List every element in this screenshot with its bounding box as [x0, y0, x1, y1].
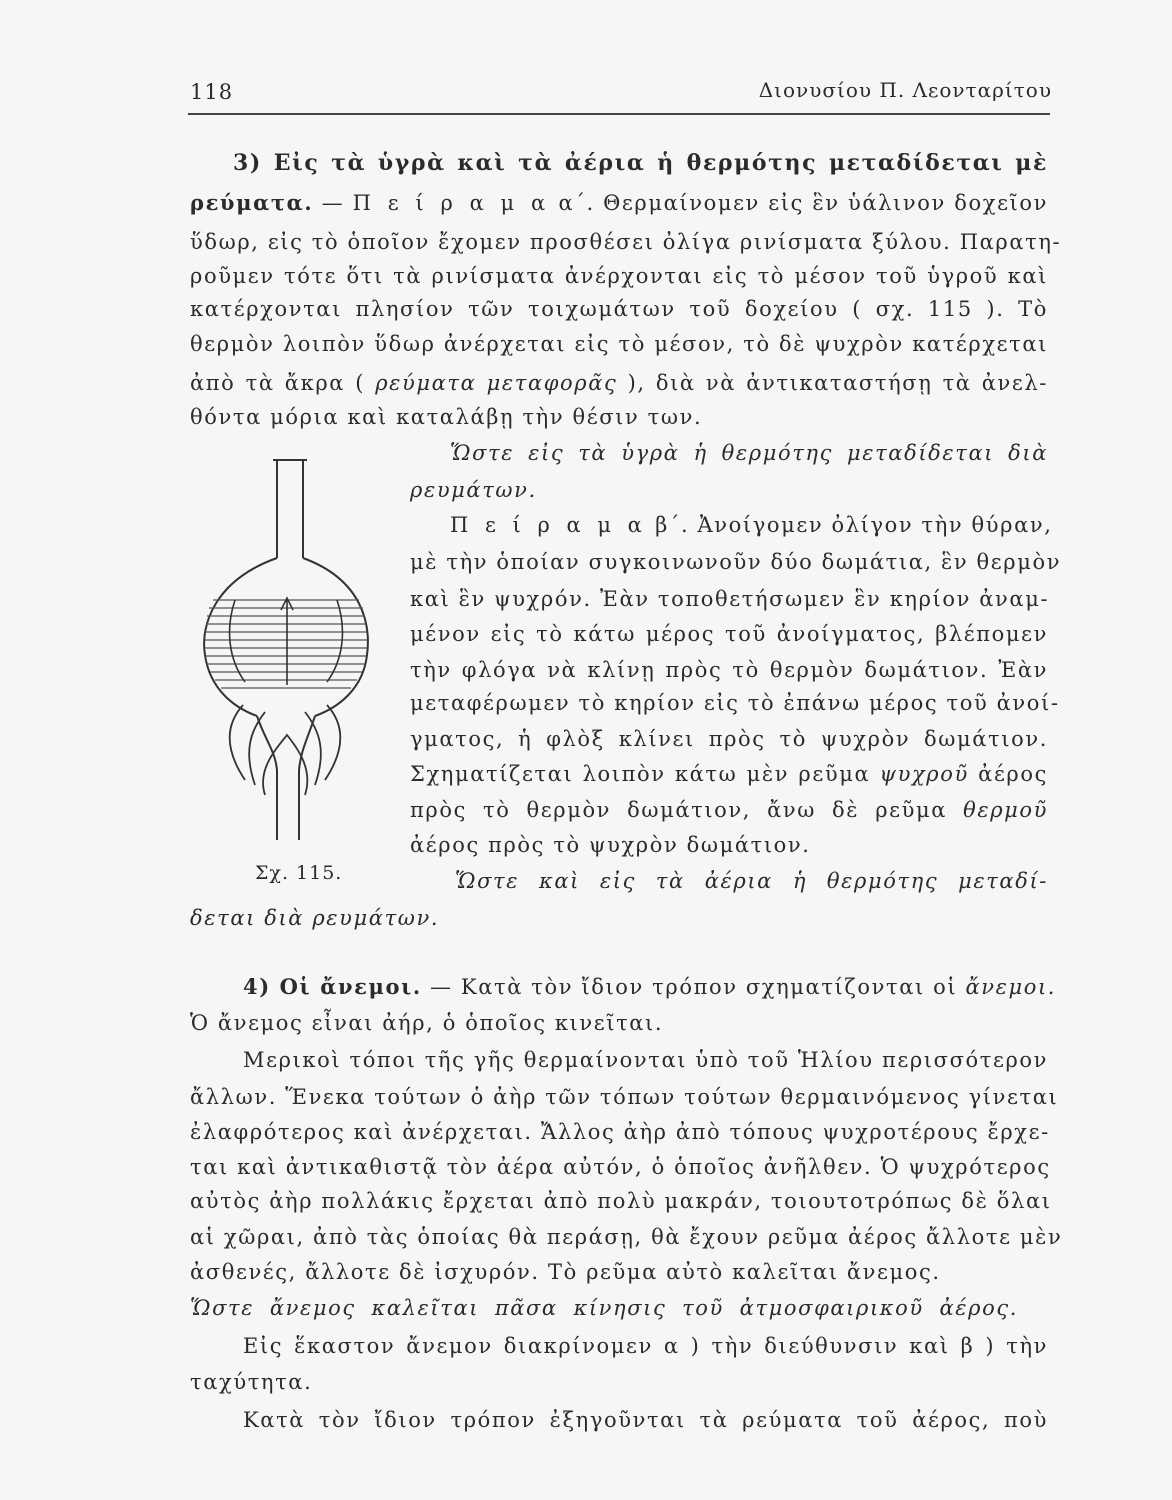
page-number: 118: [190, 80, 234, 104]
section-4-heading-line: 4) Οἱ ἄνεμοι. — Κατὰ τὸν ἴδιον τρόπον σχηματίζονται οἱ ἄνεμοι.: [243, 974, 1057, 999]
text-line: ὕδωρ, εἰς τὸ ὁποῖον ἔχομεν προσθέσει ὀλίγα ρινίσματα ξύλου. Παρατη-: [190, 230, 1062, 254]
section-3-heading-end: ρεύματα.: [190, 190, 314, 215]
text-line: μεταφέρωμεν τὸ κηρίον εἰς τὸ ἐπάνω μέρος τοῦ ἀνοί-: [410, 691, 1060, 715]
text-line: ἐλαφρότερος καὶ ἀνέρχεται. Ἄλλος ἀὴρ ἀπὸ τόπους ψυχροτέρους ἔρχε-: [190, 1120, 1050, 1144]
experiment-a-label: Π ε ί ρ α μ α: [352, 191, 551, 215]
conclusion-gases-end: δεται διὰ ρευμάτων.: [190, 906, 440, 930]
text-line: ἀσθενές, ἄλλοτε δὲ ἰσχυρόν. Τὸ ρεῦμα αὐτὸ καλεῖται ἄνεμος.: [190, 1260, 941, 1284]
text-line: καὶ ἓν ψυχρόν. Ἐὰν τοποθετήσωμεν ἓν κηρίον ἀναμ-: [410, 587, 1050, 611]
text-line: τὴν φλόγα νὰ κλίνῃ πρὸς τὸ θερμὸν δωμάτιον. Ἐὰν: [410, 658, 1048, 682]
conclusion-liquids: Ὥστε εἰς τὰ ὑγρὰ ἡ θερμότης μεταδίδεται διὰ: [450, 441, 1048, 465]
flask-illustration: [195, 450, 375, 865]
text-line: Π ε ί ρ α μ α β΄. Ἀνοίγομεν ὀλίγον τὴν θύραν,: [450, 513, 1053, 537]
text-line: ται καὶ ἀντικαθιστᾷ τὸν ἀέρα αὐτόν, ὁ ὁποῖος ἀνῆλθεν. Ὁ ψυχρότερος: [190, 1155, 1051, 1179]
text-line: ταχύτητα.: [190, 1370, 313, 1394]
text-line: αἱ χῶραι, ἀπὸ τὰς ὁποίας θὰ περάσῃ, θὰ ἔχουν ρεῦμα ἀέρος ἄλλοτε μὲν: [190, 1225, 1063, 1249]
text-line: μένον εἰς τὸ κάτω μέρος τοῦ ἀνοίγματος, βλέπομεν: [410, 622, 1048, 646]
figure-caption: Σχ. 115.: [255, 862, 343, 884]
text-line: ἀέρος πρὸς τὸ ψυχρὸν δωμάτιον.: [410, 833, 811, 857]
text-line: θερμὸν λοιπὸν ὕδωρ ἀνέρχεται εἰς τὸ μέσον, τὸ δὲ ψυχρὸν κατέρχεται: [190, 332, 1048, 356]
wind-definition: Ὥστε ἄνεμος καλεῖται πᾶσα κίνησις τοῦ ἀτμοσφαιρικοῦ ἀέρος.: [190, 1296, 1018, 1320]
conclusion-gases: Ὥστε καὶ εἰς τὰ ἀέρια ἡ θερμότης μεταδί-: [455, 869, 1048, 893]
text-line: ρεύματα. — Π ε ί ρ α μ α α΄. Θερμαίνομεν εἰς ἓν ὑάλινον δοχεῖον: [190, 190, 1048, 215]
text-line: ἀπὸ τὰ ἄκρα ( ρεύματα μεταφορᾶς ), διὰ νὰ ἀντικαταστήσῃ τὰ ἀνελ-: [190, 371, 1048, 395]
section-3-heading: 3) Εἰς τὰ ὑγρὰ καὶ τὰ ἀέρια ἡ θερμότης μεταδίδεται μὲ: [233, 150, 1048, 176]
text-line: πρὸς τὸ θερμὸν δωμάτιον, ἄνω δὲ ρεῦμα θερμοῦ: [410, 798, 1048, 822]
text-line: Ὁ ἄνεμος εἶναι ἀήρ, ὁ ὁποῖος κινεῖται.: [190, 1011, 664, 1035]
text-line: Εἰς ἕκαστον ἄνεμον διακρίνομεν α ) τὴν διεύθυνσιν καὶ β ) τὴν: [243, 1334, 1048, 1358]
running-header-author: Διονυσίου Π. Λεονταρίτου: [758, 78, 1052, 102]
experiment-b-label: Π ε ί ρ α μ α: [450, 513, 647, 537]
section-4-heading: 4) Οἱ ἄνεμοι.: [243, 974, 422, 999]
text-line: κατέρχονται πλησίον τῶν τοιχωμάτων τοῦ δοχείου ( σχ. 115 ). Τὸ: [190, 297, 1048, 321]
text-line: αὐτὸς ἀὴρ πολλάκις ἔρχεται ἀπὸ πολὺ μακράν, τοιουτοτρόπως δὲ ὅλαι: [190, 1189, 1052, 1213]
text-line: Κατὰ τὸν ἴδιον τρόπον ἐξηγοῦνται τὰ ρεύματα τοῦ ἀέρος, ποὺ: [243, 1408, 1048, 1432]
text-line: Μερικοὶ τόποι τῆς γῆς θερμαίνονται ὑπὸ τοῦ Ἡλίου περισσότερον: [243, 1048, 1048, 1072]
text-line: Σχηματίζεται λοιπὸν κάτω μὲν ρεῦμα ψυχροῦ ἀέρος: [410, 762, 1048, 786]
text-line: γματος, ἡ φλὸξ κλίνει πρὸς τὸ ψυχρὸν δωμάτιον.: [410, 727, 1048, 751]
text-line: θόντα μόρια καὶ καταλάβῃ τὴν θέσιν των.: [190, 405, 703, 429]
header-rule: [188, 113, 1050, 115]
text-line: ἄλλων. Ἕνεκα τούτων ὁ ἀὴρ τῶν τόπων τούτων θερμαινόμενος γίνεται: [190, 1085, 1059, 1109]
text-line: ροῦμεν τότε ὅτι τὰ ρινίσματα ἀνέρχονται εἰς τὸ μέσον τοῦ ὑγροῦ καὶ: [190, 264, 1048, 288]
conclusion-liquids-end: ρευμάτων.: [410, 478, 537, 502]
text-line: μὲ τὴν ὁποίαν συγκοινωνοῦν δύο δωμάτια, ἓν θερμὸν: [410, 550, 1062, 574]
